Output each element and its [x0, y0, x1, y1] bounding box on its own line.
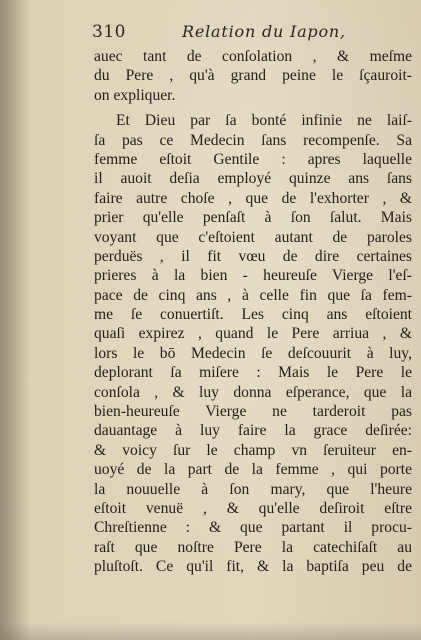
- text-line: auec tant de conſolation , & meſme: [94, 48, 412, 65]
- text-line: me ſe conuertiſt. Les cinq ans eſtoient: [94, 306, 412, 324]
- text-line: il auoit deſia employé quinze ans ſans: [94, 170, 412, 188]
- text-line: eſtoit venuë , & qu'elle deſiroit eſtre: [94, 499, 412, 517]
- page-number: 310: [92, 22, 126, 42]
- text-line: ſa pas ce Medecin ſans recompenſe. Sa: [94, 131, 412, 149]
- text-line: lors le bō Medecin ſe deſcouurit à luy,: [94, 344, 412, 362]
- text-line: prieres à la bien - heureuſe Vierge l'eſ-: [94, 267, 412, 285]
- text-line: la nouuelle à ſon mary, que l'heure: [94, 480, 412, 498]
- body-text: [94, 47, 412, 577]
- text-line: prier qu'elle penſaſt à ſon ſalut. Mais: [94, 209, 412, 227]
- text-line: deplorant ſa miſere : Mais le Pere le: [94, 364, 412, 382]
- text-line: Et Dieu par ſa bonté infinie ne laiſ-: [116, 112, 412, 130]
- text-line: du Pere , qu'à grand peine le ſçauroit-: [94, 67, 412, 85]
- text-line: quaſi expirez , quand le Pere arriua , &: [94, 325, 412, 343]
- text-line: Chreſtienne : & que partant il procu-: [94, 519, 412, 537]
- page-bottom-edge: [0, 622, 421, 640]
- text-line: voyant que c'eſtoient autant de paroles: [94, 228, 412, 246]
- text-line: conſola , & luy donna eſperance, que la: [94, 383, 412, 401]
- binding-shadow: [0, 0, 30, 640]
- text-line: on expliquer.: [94, 86, 176, 104]
- text-line: & voicy ſur le champ vn ſeruiteur en-: [94, 441, 412, 459]
- text-line: uoyé de la part de la femme , qui porte: [94, 461, 412, 479]
- text-line: pace de cinq ans , à celle fin que ſa fem-: [94, 286, 412, 304]
- running-head: Relation du Iapon,: [182, 22, 346, 41]
- page-header: [92, 20, 412, 44]
- text-line: raſt que noſtre Pere la catechiſaſt au: [94, 538, 412, 556]
- text-line: pluſtoſt. Ce qu'il fit, & la baptiſa peu de: [94, 558, 412, 576]
- text-line: dauantage à luy faire la grace deſirée:: [94, 422, 412, 440]
- text-line: bien-heureuſe Vierge ne tarderoit pas: [94, 403, 412, 421]
- text-line: faire autre choſe , que de l'exhorter , &: [94, 189, 412, 207]
- text-line: femme eſtoit Gentile : apres laquelle: [94, 150, 412, 168]
- text-line: perduës , il fit vœu de dire certaines: [94, 247, 412, 265]
